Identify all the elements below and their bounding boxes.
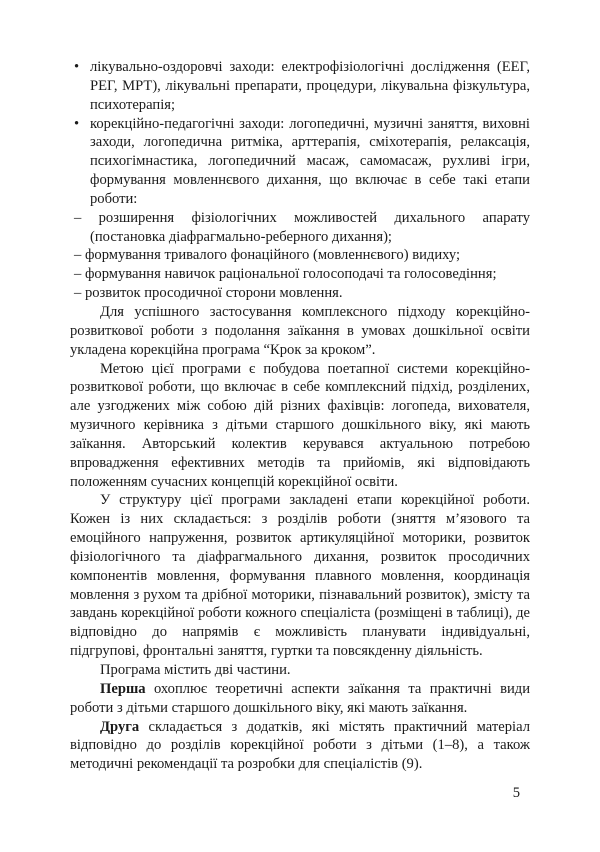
- part-two-text: складається з додатків, які містять практичний матеріал відповідно до розділів корекційної роботи з дітьми (1–8), а також методичні рекомендації та розробки для спеціалістів (9).: [70, 718, 530, 773]
- part-one-text: охоплює теоретичні аспекти заїкання та практичні види роботи з дітьми старшого дошкільного віку, які мають заїкання.: [70, 680, 530, 716]
- paragraph-program-structure: У структуру цієї програми закладені етапи корекційної роботи. Кожен із них складається: з розділів роботи (зняття м’язового та емоційного напруження, розвиток артикуляційної моторики, розвиток фізіологічного та діафрагмального дихання, розвиток просодичних компонентів мовлення, формування плавного мовлення, координація мовлення з рухом та дрібної моторики, пізнавальний розвиток), змісту та завдань корекційної роботи кожного спеціаліста (розміщені в таблиці), де відповідно до напрямів є можливість планувати індивідуальні, підгрупові, фронтальні заняття, гуртки та повсякденну діяльність.: [70, 492, 530, 660]
- dash-item-prosody: – розвиток просодичної сторони мовлення.: [74, 285, 343, 302]
- bullet-icon: •: [74, 115, 80, 132]
- paragraph-part-one: [70, 680, 530, 718]
- paragraph-program-parts: Програма містить дві частини.: [100, 662, 291, 678]
- page-body: [70, 58, 530, 774]
- part-two-label: Друга: [100, 718, 140, 735]
- dash-item-breathing: – розширення фізіологічних можливостей дихального апарату (постановка діафрагмально-реберного дихання);: [74, 209, 530, 245]
- paragraph-program-goal: Метою цієї програми є побудова поетапної системи корекційно-розвиткової роботи, що включає в себе комплексний підхід, розділених, але узгоджених між собою дій різних фахівців: логопеда, вихователя, музичного керівника з дітьми старшого дошкільного віку, які мають заїкання. Авторський колектив керувався актуальною потребою впровадження ефективних методів та прийомів, які відповідають положенням сучасних концепцій корекційної освіти.: [70, 360, 530, 490]
- dash-item-exhale: – формування тривалого фонаційного (мовленнєвого) видиху;: [74, 247, 461, 264]
- bullet-text: корекційно-педагогічні заходи: логопедичні, музичні заняття, виховні заходи, логопедична ритміка, арттерапія, сміхотерапія, релаксація, психогімнастика, логопедичний масаж, самомасаж, рухливі ігри, формування мовленнєвого дихання, що включає в себе такі етапи роботи:: [90, 115, 530, 207]
- part-one-label: Перша: [100, 680, 146, 697]
- paragraph-program-intro: Для успішного застосування комплексного підходу корекційно-розвиткової роботи з подолання заїкання в умовах дошкільної освіти укладена корекційна програма “Крок за кроком”.: [70, 303, 530, 358]
- dash-item-voice: – формування навичок раціональної голосоподачі та голосоведіння;: [74, 266, 497, 283]
- paragraph-part-two: [70, 718, 530, 775]
- bullet-item-medical: [70, 58, 530, 115]
- page-number: 5: [512, 785, 520, 801]
- bullet-icon: •: [74, 59, 80, 75]
- bullet-text: лікувально-оздоровчі заходи: електрофізіологічні дослідження (ЕЕГ, РЕГ, МРТ), лікувальні препарати, процедури, лікувальна фізкультура, психотерапія;: [90, 59, 530, 113]
- bullet-item-pedagogical: [70, 115, 530, 209]
